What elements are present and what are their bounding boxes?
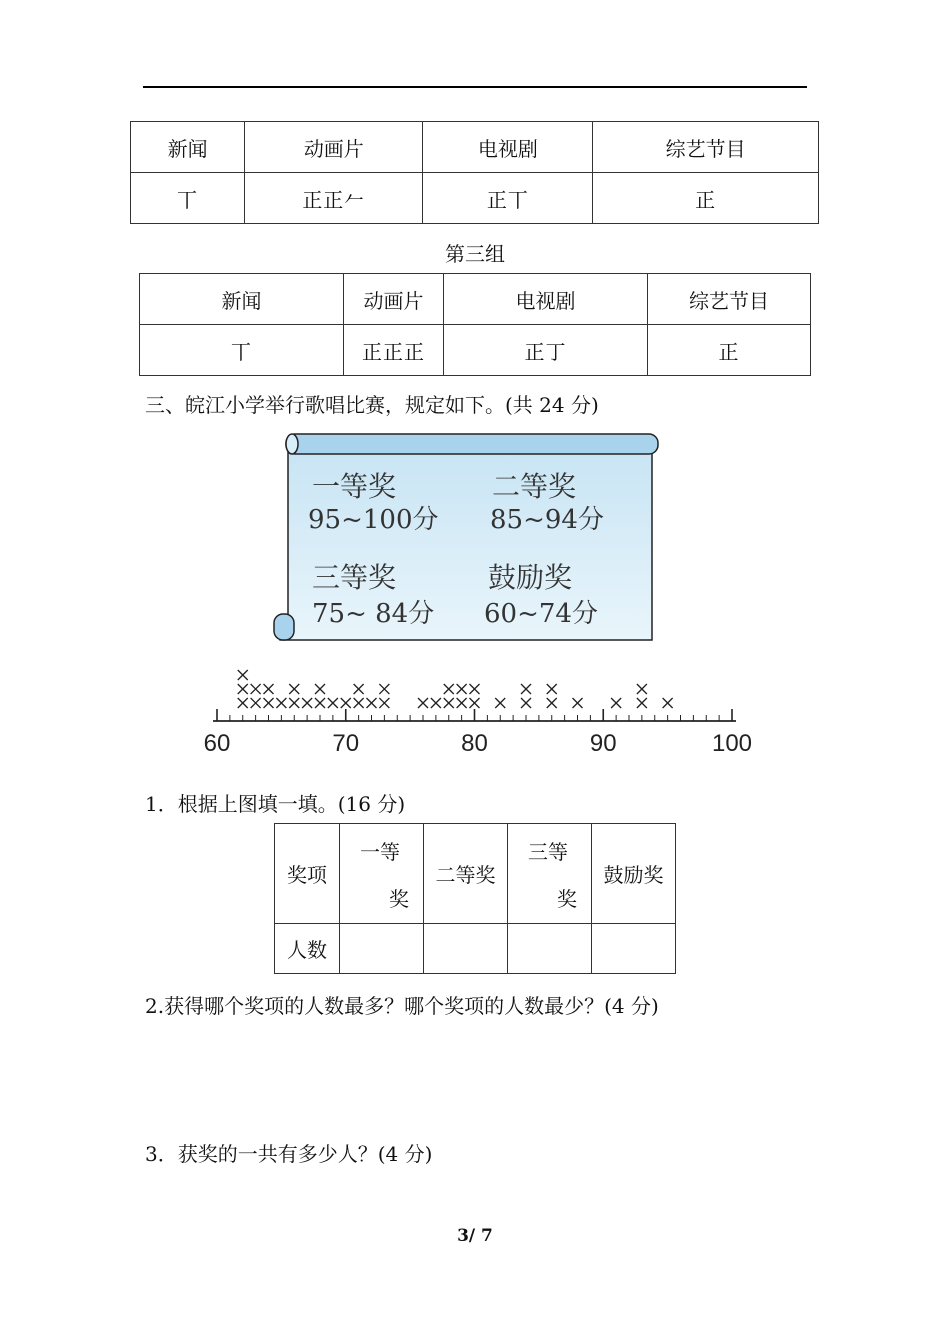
data-point-mark <box>573 698 583 708</box>
data-point-mark <box>379 698 389 708</box>
data-point-mark <box>315 684 325 694</box>
group2-tally-table <box>130 121 819 224</box>
tally-cartoon: 正正𠂉 <box>245 173 423 224</box>
header-rule <box>143 86 807 88</box>
prize3-name: 三等奖 <box>312 561 397 594</box>
prize3-range: 75~ 84分 <box>312 599 435 629</box>
scroll-illustration <box>270 428 665 648</box>
prize2-range: 85~94分 <box>490 505 604 535</box>
tally-drama: 正丅 <box>423 173 593 224</box>
data-point-mark <box>276 698 286 708</box>
data-point-mark <box>238 684 248 694</box>
tick-label-70: 70 <box>332 730 360 757</box>
data-point-mark <box>315 698 325 708</box>
q3-answer-area[interactable] <box>145 1172 805 1217</box>
prize-rules-scroll <box>270 428 665 648</box>
data-point-mark <box>379 684 389 694</box>
data-point-mark <box>289 684 299 694</box>
prize1-header <box>340 824 424 924</box>
count-prize1-answer[interactable] <box>340 924 424 974</box>
prize1-name: 一等奖 <box>312 470 397 503</box>
data-point-mark <box>663 698 673 708</box>
data-point-mark <box>238 698 248 708</box>
header-news: 新闻 <box>131 122 245 173</box>
data-point-mark <box>341 698 351 708</box>
prize2-header: 二等奖 <box>424 824 508 924</box>
data-point-mark <box>354 684 364 694</box>
data-point-mark <box>251 684 261 694</box>
tick-label-80: 80 <box>461 730 488 757</box>
data-point-mark <box>457 684 467 694</box>
prize3-top: 三等 <box>528 839 568 864</box>
count-prize4-answer[interactable] <box>592 924 676 974</box>
data-point-mark <box>547 698 557 708</box>
data-point-mark <box>328 698 338 708</box>
page-number: 3/ 7 <box>457 1226 493 1246</box>
data-point-mark <box>495 698 505 708</box>
data-point-mark <box>302 698 312 708</box>
header-variety: 综艺节目 <box>648 274 811 325</box>
header-drama: 电视剧 <box>423 122 593 173</box>
award-label: 奖项 <box>275 824 340 924</box>
tally-drama: 正丁 <box>444 325 648 376</box>
count-prize3-answer[interactable] <box>508 924 592 974</box>
score-line-plot <box>195 658 755 768</box>
data-point-mark <box>444 684 454 694</box>
data-point-mark <box>251 698 261 708</box>
tick-label-60: 60 <box>203 730 231 757</box>
tally-news: 丅 <box>140 325 344 376</box>
data-point-mark <box>611 698 621 708</box>
prize4-range: 60~74分 <box>484 599 598 629</box>
prize-count-table <box>274 823 676 974</box>
header-cartoon: 动画片 <box>344 274 444 325</box>
prize1-top: 一等 <box>360 839 400 864</box>
data-point-mark <box>547 684 557 694</box>
data-point-mark <box>470 698 480 708</box>
tick-label-90: 90 <box>589 730 617 757</box>
data-point-mark <box>444 698 454 708</box>
header-news: 新闻 <box>140 274 344 325</box>
data-point-mark <box>289 698 299 708</box>
section3-title: 三、皖江小学举行歌唱比赛，规定如下。(共 24 分) <box>145 393 599 417</box>
data-point-mark <box>354 698 364 708</box>
data-point-mark <box>264 698 274 708</box>
data-point-mark <box>264 684 274 694</box>
data-point-mark <box>367 698 377 708</box>
prize1-bottom: 奖 <box>389 886 409 911</box>
group3-tally-table <box>139 273 811 376</box>
q1-text: 1．根据上图填一填。(16 分) <box>145 792 406 816</box>
prize4-name: 鼓励奖 <box>488 561 573 594</box>
count-label: 人数 <box>275 924 340 974</box>
tally-variety: 正 <box>593 173 819 224</box>
header-variety: 综艺节目 <box>593 122 819 173</box>
prize3-header <box>508 824 592 924</box>
tally-variety: 正 <box>648 325 811 376</box>
data-point-mark <box>238 670 248 680</box>
prize3-bottom: 奖 <box>557 886 577 911</box>
tick-label-100: 100 <box>711 730 753 757</box>
data-point-mark <box>470 684 480 694</box>
data-point-mark <box>521 684 531 694</box>
data-point-mark <box>457 698 467 708</box>
prize4-header: 鼓励奖 <box>592 824 676 924</box>
data-point-mark <box>637 684 647 694</box>
prize2-name: 二等奖 <box>492 470 577 503</box>
header-drama: 电视剧 <box>444 274 648 325</box>
data-point-mark <box>431 698 441 708</box>
group3-caption: 第三组 <box>445 242 505 266</box>
q2-text: 2.获得哪个奖项的人数最多？哪个奖项的人数最少？(4 分) <box>145 994 659 1018</box>
q2-answer-area[interactable] <box>145 1025 805 1125</box>
tally-cartoon: 正正正 <box>344 325 444 376</box>
data-point-mark <box>521 698 531 708</box>
q3-text: 3．获奖的一共有多少人？(4 分) <box>145 1142 433 1166</box>
data-point-mark <box>637 698 647 708</box>
header-cartoon: 动画片 <box>245 122 423 173</box>
prize1-range: 95~100分 <box>308 505 439 535</box>
count-prize2-answer[interactable] <box>424 924 508 974</box>
data-point-mark <box>418 698 428 708</box>
tally-news: 丅 <box>131 173 245 224</box>
